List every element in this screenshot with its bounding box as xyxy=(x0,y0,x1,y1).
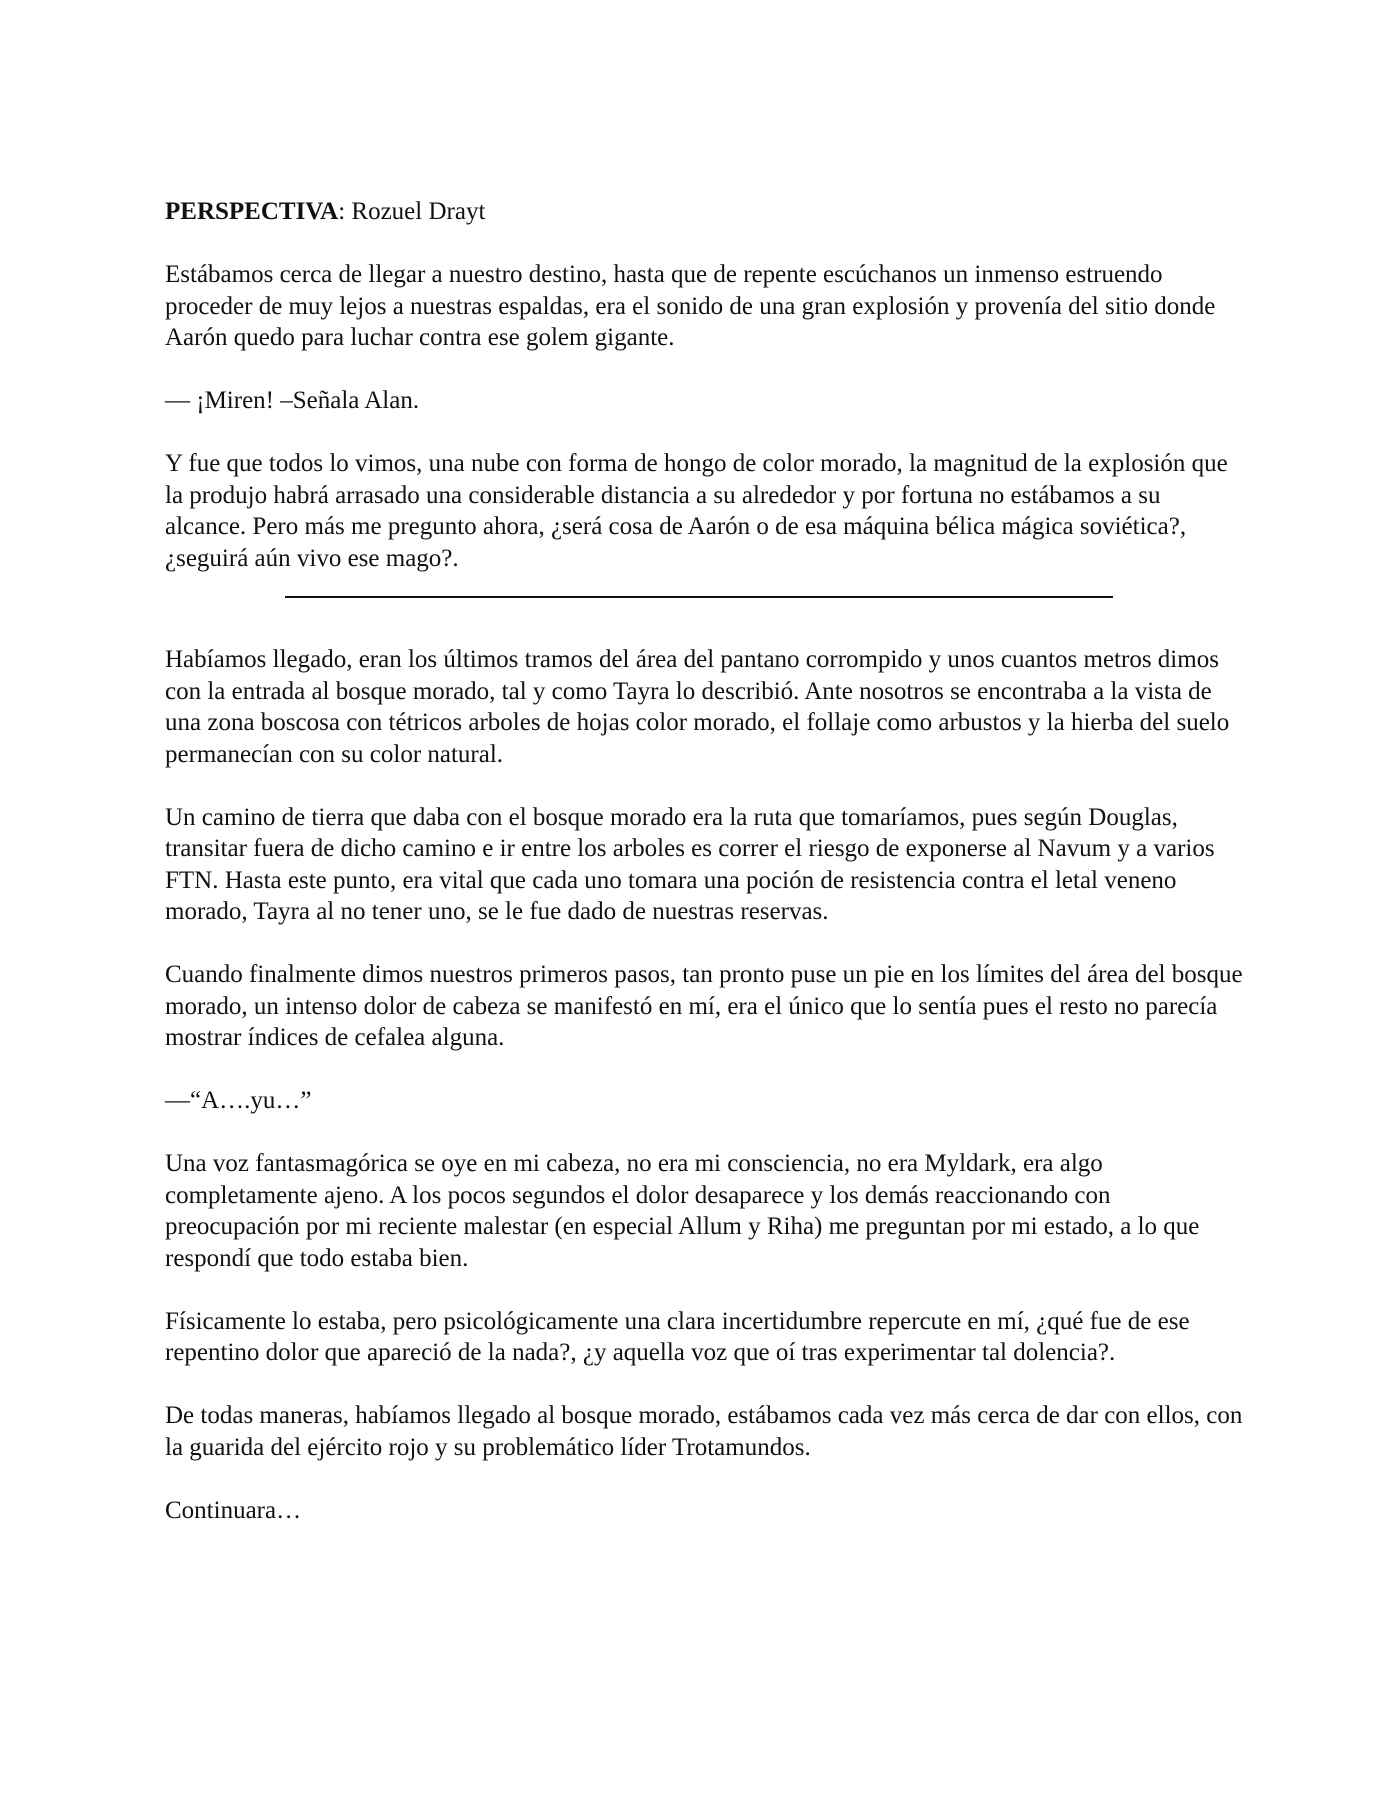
heading-separator: : xyxy=(338,198,346,225)
paragraph: Una voz fantasmagórica se oye en mi cabeza, no era mi consciencia, no era Myldark, era algo completamente ajeno. A los pocos segundos el dolor desaparece y los demás reaccionando con preocupación por mi reciente malestar (en especial Allum y Riha) me preguntan por mi estado, a lo que respondí que todo estaba bien. xyxy=(165,1150,1200,1272)
paragraph: Habíamos llegado, eran los últimos tramos del área del pantano corrompido y unos cuantos metros dimos con la entrada al bosque morado, tal y como Tayra lo describió. Ante nosotros se encontraba a la vista de una zona boscosa con tétricos arboles de hojas color morado, el follaje como arbustos y la hierba del suelo permanecían con su color natural. xyxy=(165,646,1230,768)
paragraph: Cuando finalmente dimos nuestros primeros pasos, tan pronto puse un pie en los límites del área del bosque morado, un intenso dolor de cabeza se manifestó en mí, era el único que lo sentía pues el resto no parecía mostrar índices de cefalea alguna. xyxy=(165,961,1243,1051)
paragraph: Y fue que todos lo vimos, una nube con forma de hongo de color morado, la magnitud de la explosión que la produjo habrá arrasado una considerable distancia a su alrededor y por fortuna no estábamos a su alcance. Pero más me pregunto ahora, ¿será cosa de Aarón o de esa máquina bélica mágica soviética?, ¿seguirá aún vivo ese mago?. xyxy=(165,450,1228,572)
document-body xyxy=(165,196,1245,1558)
section-divider xyxy=(285,596,1113,598)
closing-line: Continuara… xyxy=(165,1496,302,1524)
dialogue-line: —“A….yu…” xyxy=(165,1087,312,1114)
dialogue-line: — ¡Miren! –Señala Alan. xyxy=(165,387,420,414)
heading-name: Rozuel Drayt xyxy=(345,198,486,225)
paragraph: Un camino de tierra que daba con el bosque morado era la ruta que tomaríamos, pues según Douglas, transitar fuera de dicho camino e ir entre los arboles es correr el riesgo de exponerse al Navum y a varios FTN. Hasta este punto, era vital que cada uno tomara una poción de resistencia contra el letal veneno morado, Tayra al no tener uno, se le fue dado de nuestras reservas. xyxy=(165,803,1215,925)
paragraph: Físicamente lo estaba, pero psicológicamente una clara incertidumbre repercute en mí, ¿qué fue de ese repentino dolor que apareció de la nada?, ¿y aquella voz que oí tras experimentar tal dolencia?. xyxy=(165,1307,1190,1366)
perspective-heading xyxy=(165,196,1245,228)
paragraph: De todas maneras, habíamos llegado al bosque morado, estábamos cada vez más cerca de dar con ellos, con la guarida del ejército rojo y su problemático líder Trotamundos. xyxy=(165,1402,1243,1461)
heading-label: PERSPECTIVA xyxy=(165,198,339,225)
paragraph: Estábamos cerca de llegar a nuestro destino, hasta que de repente escúchanos un inmenso estruendo proceder de muy lejos a nuestras espaldas, era el sonido de una gran explosión y provenía del sitio donde Aarón quedo para luchar contra ese golem gigante. xyxy=(165,261,1216,351)
